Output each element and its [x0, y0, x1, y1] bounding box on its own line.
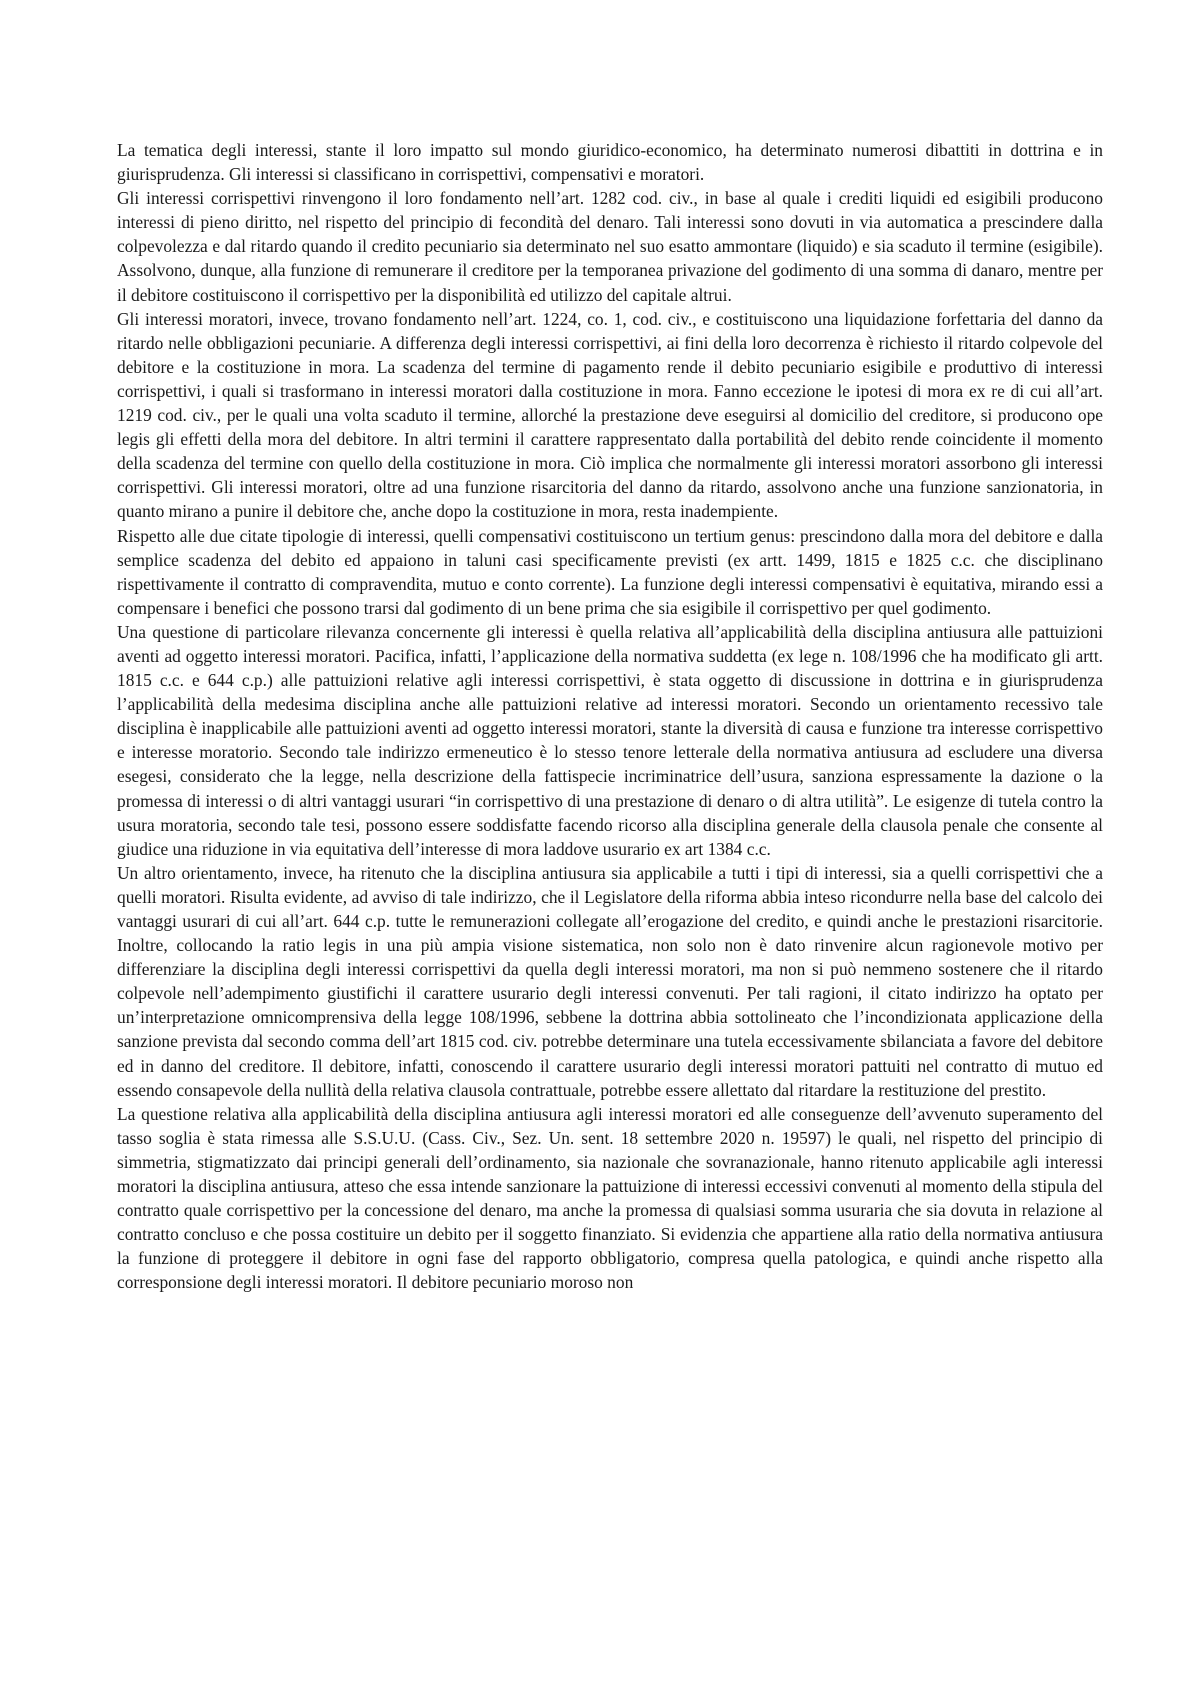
paragraph-disciplina-antiusura: Una questione di particolare rilevanza concernente gli interessi è quella relativa all’applicabilità della disciplina antiusura alle pattuizioni aventi ad oggetto interessi moratori. Pacifica, infatti, l’applicazione della normativa suddetta (ex lege n. 108/1996 che ha modificato gli artt. 1815 c.c. e 644 c.p.) alle pattuizioni relative agli interessi corrispettivi, è stata oggetto di discussione in dottrina e in giurisprudenza l’applicabilità della medesima disciplina anche alle pattuizioni relative ad interessi moratori. Secondo un orientamento recessivo tale disciplina è inapplicabile alle pattuizioni aventi ad oggetto interessi moratori, stante la diversità di causa e funzione tra interesse corrispettivo e interesse moratorio. Secondo tale indirizzo ermeneutico è lo stesso tenore letterale della normativa antiusura ad escludere una diversa esegesi, considerato che la legge, nella descrizione della fattispecie incriminatrice dell’usura, sanziona espressamente la dazione o la promessa di interessi o di altri vantaggi usurari “in corrispettivo di una prestazione di denaro o di altra utilità”. Le esigenze di tutela contro la usura moratoria, secondo tale tesi, possono essere soddisfatte facendo ricorso alla disciplina generale della clausola penale che consente al giudice una riduzione in via equitativa dell’interesse di mora laddove usurario ex art 1384 c.c.	[117, 621, 1103, 859]
paragraph-interessi-moratori: Gli interessi moratori, invece, trovano fondamento nell’art. 1224, co. 1, cod. civ., e costituiscono una liquidazione forfettaria del danno da ritardo nelle obbligazioni pecuniarie. A differenza degli interessi corrispettivi, ai fini della loro decorrenza è richiesto il ritardo colpevole del debitore e la costituzione in mora. La scadenza del termine di pagamento rende il debito pecuniario esigibile e produttivo di interessi corrispettivi, i quali si trasformano in interessi moratori dalla costituzione in mora. Fanno eccezione le ipotesi di mora ex re di cui all’art. 1219 cod. civ., per le quali una volta scaduto il termine, allorché la prestazione deve eseguirsi al domicilio del creditore, si producono ope legis gli effetti della mora del debitore. In altri termini il carattere rappresentato dalla portabilità del debito rende coincidente il momento della scadenza del termine con quello della costituzione in mora. Ciò implica che normalmente gli interessi moratori assorbono gli interessi corrispettivi. Gli interessi moratori, oltre ad una funzione risarcitoria del danno da ritardo, assolvono anche una funzione sanzionatoria, in quanto mirano a punire il debitore che, anche dopo la costituzione in mora, resta inadempiente.	[117, 308, 1103, 522]
paragraph-interessi-compensativi: Rispetto alle due citate tipologie di interessi, quelli compensativi costituiscono un tertium genus: prescindono dalla mora del debitore e dalla semplice scadenza del debito ed appaiono in taluni casi specificamente previsti (ex artt. 1499, 1815 e 1825 c.c. che disciplinano rispettivamente il contratto di compravendita, mutuo e conto corrente). La funzione degli interessi compensativi è equitativa, mirando essi a compensare i benefici che possono trarsi dal godimento di un bene prima che sia esigibile il corrispettivo per quel godimento.	[117, 525, 1103, 618]
paragraph-intro: La tematica degli interessi, stante il loro impatto sul mondo giuridico-economico, ha determinato numerosi dibattiti in dottrina e in giurisprudenza. Gli interessi si classificano in corrispettivi, compensativi e moratori.	[117, 140, 1103, 185]
paragraph-sezioni-unite: La questione relativa alla applicabilità della disciplina antiusura agli interessi moratori ed alle conseguenze dell’avvenuto superamento del tasso soglia è stata rimessa alle S.S.U.U. (Cass. Civ., Sez. Un. sent. 18 settembre 2020 n. 19597) le quali, nel rispetto del principio di simmetria, stigmatizzato dai principi generali dell’ordinamento, sia nazionale che sovranazionale, hanno ritenuto applicabile agli interessi moratori la disciplina antiusura, atteso che essa intende sanzionare la pattuizione di interessi eccessivi convenuti al momento della stipula del contratto quale corrispettivo per la concessione del denaro, ma anche la promessa di qualsiasi somma usuraria che sia dovuta in relazione al contratto concluso e che possa costituire un debito per il soggetto finanziato. Si evidenzia che appartiene alla ratio della normativa antiusura la funzione di proteggere il debitore in ogni fase del rapporto obbligatorio, compresa quella patologica, e quindi anche rispetto alla corresponsione degli interessi moratori. Il debitore pecuniario moroso non	[117, 1103, 1103, 1293]
document-page	[117, 138, 1103, 1295]
paragraph-interessi-corrispettivi: Gli interessi corrispettivi rinvengono il loro fondamento nell’art. 1282 cod. civ., in base al quale i crediti liquidi ed esigibili producono interessi di pieno diritto, nel rispetto del principio di fecondità del denaro. Tali interessi sono dovuti in via automatica a prescindere dalla colpevolezza e dal ritardo quando il credito pecuniario sia determinato nel suo esatto ammontare (liquido) e sia scaduto il termine (esigibile). Assolvono, dunque, alla funzione di remunerare il creditore per la temporanea privazione del godimento di una somma di danaro, mentre per il debitore costituiscono il corrispettivo per la disponibilità ed utilizzo del capitale altrui.	[117, 188, 1103, 305]
paragraph-altro-orientamento: Un altro orientamento, invece, ha ritenuto che la disciplina antiusura sia applicabile a tutti i tipi di interessi, sia a quelli corrispettivi che a quelli moratori. Risulta evidente, ad avviso di tale indirizzo, che il Legislatore della riforma abbia inteso ricondurre nella base del calcolo dei vantaggi usurari di cui all’art. 644 c.p. tutte le remunerazioni collegate all’erogazione del credito, e quindi anche le prestazioni risarcitorie. Inoltre, collocando la ratio legis in una più ampia visione sistematica, non solo non è dato rinvenire alcun ragionevole motivo per differenziare la disciplina degli interessi corrispettivi da quella degli interessi moratori, ma non si può nemmeno sostenere che il ritardo colpevole nell’adempimento giustifichi il carattere usurario degli interessi convenuti. Per tali ragioni, il citato indirizzo ha optato per un’interpretazione omnicomprensiva della legge 108/1996, sebbene la dottrina abbia sottolineato che l’incondizionata applicazione della sanzione prevista dal secondo comma dell’art 1815 cod. civ. potrebbe determinare una tutela eccessivamente sbilanciata a favore del debitore ed in danno del creditore. Il debitore, infatti, conoscendo il carattere usurario degli interessi moratori pattuiti nel contratto di mutuo ed essendo consapevole della nullità della relativa clausola contrattuale, potrebbe essere allettato dal ritardare la restituzione del prestito.	[117, 862, 1103, 1100]
